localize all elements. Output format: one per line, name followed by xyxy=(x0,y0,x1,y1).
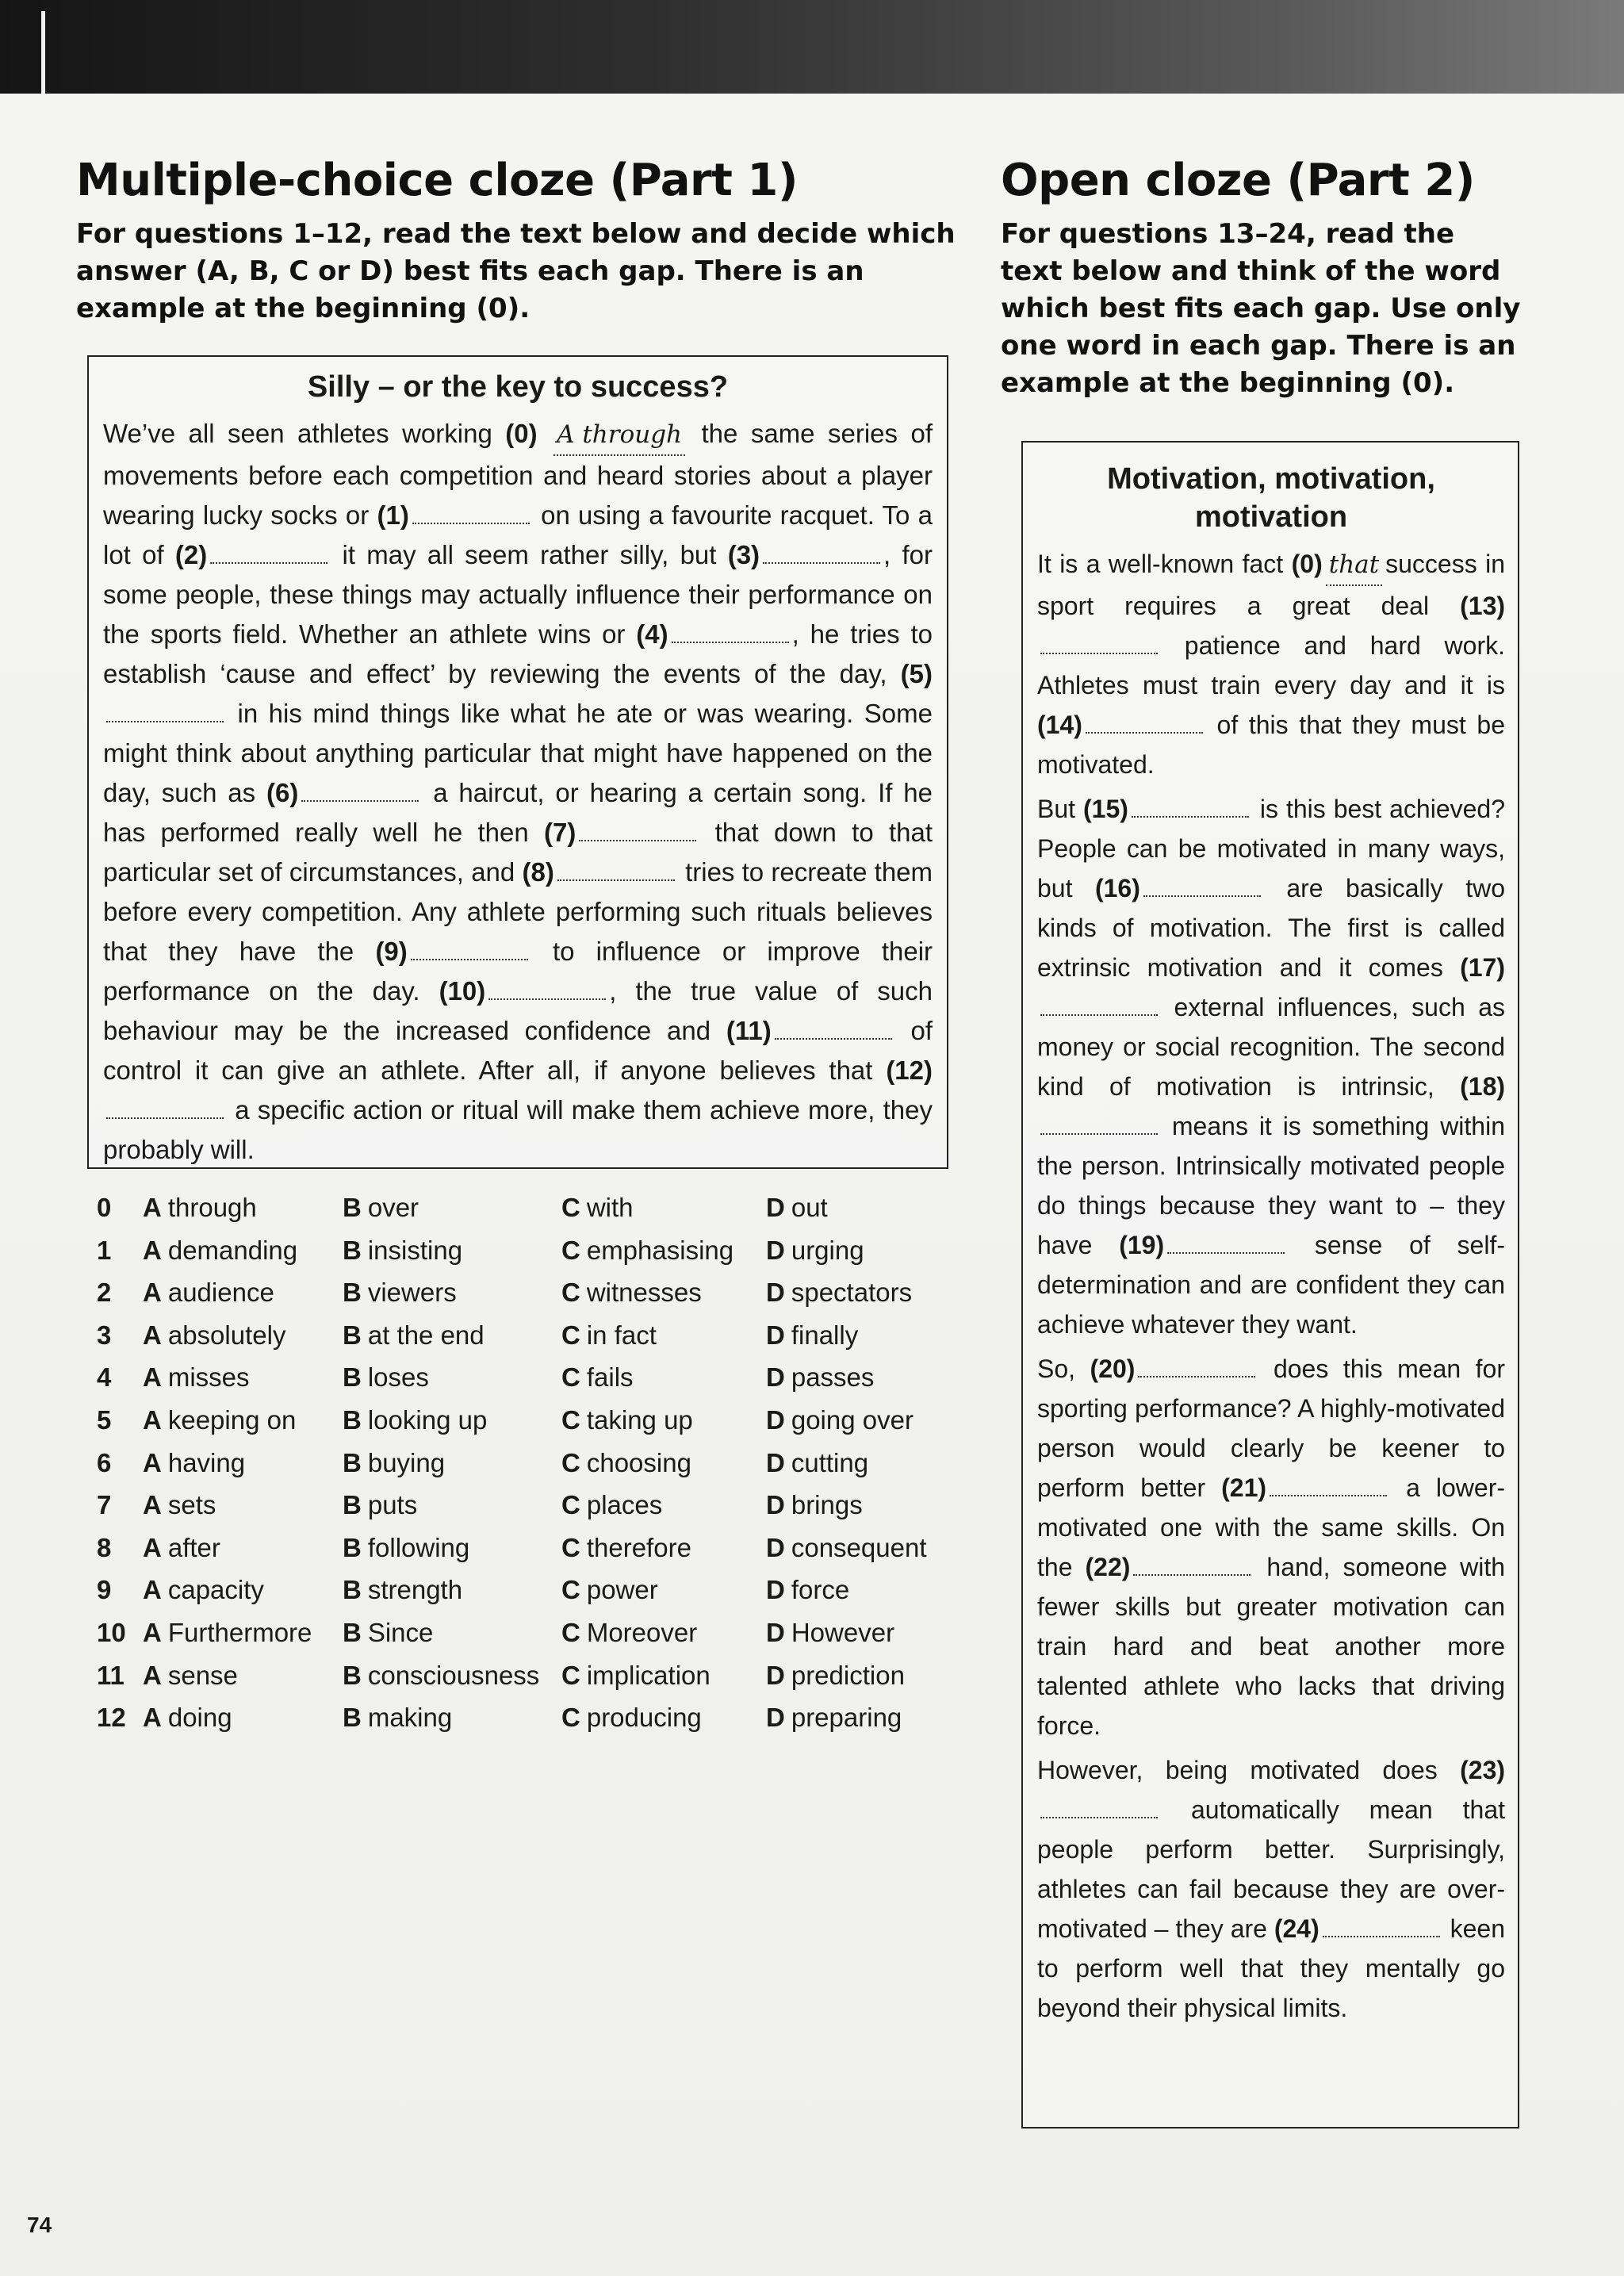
text: to influence or improve their performance on the day. xyxy=(103,937,933,1006)
option-row xyxy=(97,1400,953,1443)
option-b[interactable] xyxy=(343,1236,462,1266)
option-text: through xyxy=(167,1193,257,1222)
answer-gap-15[interactable] xyxy=(1132,795,1249,818)
question-number: 5 xyxy=(97,1404,112,1435)
text: tries to recreate them before every competition. Any athlete performing such rituals believes that they have the xyxy=(103,857,933,966)
option-a[interactable] xyxy=(143,1448,245,1478)
option-text: fails xyxy=(586,1362,634,1393)
text: of control it can give an athlete. After all, if anyone believes that xyxy=(103,1016,933,1085)
option-row xyxy=(97,1358,953,1400)
option-letter: B xyxy=(343,1447,362,1477)
question-number: 6 xyxy=(97,1447,112,1477)
text: a haircut, or hearing a certain song. If he has performed really well he then xyxy=(103,778,933,847)
option-letter: C xyxy=(561,1660,580,1690)
gap-number: (9) xyxy=(375,937,408,966)
option-text: producing xyxy=(586,1703,702,1733)
part2-passage-title: Motivation, motivation, motivation xyxy=(1107,462,1435,534)
answer-gap-4[interactable] xyxy=(672,621,789,643)
option-text: viewers xyxy=(367,1278,457,1308)
option-letter: B xyxy=(343,1490,362,1520)
option-letter: C xyxy=(561,1490,580,1520)
option-text: following xyxy=(367,1532,470,1562)
option-row xyxy=(97,1698,953,1741)
answer-gap-17[interactable] xyxy=(1040,994,1158,1016)
text: We’ve all seen athletes working xyxy=(103,419,492,448)
option-text: out xyxy=(791,1193,828,1222)
option-letter: A xyxy=(143,1532,162,1562)
option-d[interactable] xyxy=(766,1618,894,1648)
option-a[interactable] xyxy=(143,1236,297,1266)
option-d[interactable] xyxy=(766,1278,912,1308)
option-c[interactable] xyxy=(561,1490,662,1520)
text: are basically two kinds of motivation. The first is called extrinsic motivation and it comes xyxy=(1037,874,1506,982)
option-b[interactable] xyxy=(343,1193,419,1223)
option-b[interactable] xyxy=(343,1320,485,1351)
text: a specific action or ritual will make them achieve more, they probably will. xyxy=(103,1095,933,1164)
part2-passage xyxy=(1037,544,1505,2028)
option-a[interactable] xyxy=(143,1618,312,1648)
gap-number: (0) xyxy=(1291,550,1323,578)
option-row xyxy=(97,1231,953,1274)
option-row xyxy=(97,1485,953,1528)
header-rule xyxy=(41,11,45,94)
option-letter: C xyxy=(561,1235,580,1265)
option-text: brings xyxy=(791,1490,863,1520)
option-a[interactable] xyxy=(143,1362,250,1393)
option-letter: D xyxy=(766,1235,785,1265)
option-text: puts xyxy=(367,1490,418,1520)
gap-number: (0) xyxy=(505,419,538,448)
text: on using a favourite racquet. To a lot of xyxy=(103,500,933,569)
option-text: with xyxy=(586,1193,634,1222)
gap-number: (8) xyxy=(522,857,554,887)
option-letter: A xyxy=(143,1447,162,1477)
option-letter: D xyxy=(766,1193,785,1222)
option-text: audience xyxy=(167,1278,274,1308)
option-d[interactable] xyxy=(766,1236,864,1266)
option-text: Furthermore xyxy=(167,1617,312,1647)
option-letter: B xyxy=(343,1404,362,1435)
option-b[interactable] xyxy=(343,1575,462,1605)
option-d[interactable] xyxy=(766,1703,902,1733)
option-d[interactable] xyxy=(766,1575,849,1605)
option-text: after xyxy=(167,1532,220,1562)
answer-gap-14[interactable] xyxy=(1086,711,1203,734)
option-a[interactable] xyxy=(143,1193,257,1223)
option-d[interactable] xyxy=(766,1533,926,1563)
text: a lower-motivated one with the same skills. On the xyxy=(1037,1473,1506,1581)
option-text: keeping on xyxy=(167,1404,297,1435)
option-c[interactable] xyxy=(561,1236,733,1266)
answer-gap-20[interactable] xyxy=(1138,1355,1255,1377)
option-d[interactable] xyxy=(766,1193,828,1223)
option-row xyxy=(97,1443,953,1486)
option-d[interactable] xyxy=(766,1661,905,1691)
option-letter: A xyxy=(143,1320,162,1350)
gap-number: (2) xyxy=(174,540,208,569)
option-text: demanding xyxy=(167,1235,298,1265)
gap-number: (3) xyxy=(727,540,760,569)
option-letter: A xyxy=(143,1660,162,1690)
option-letter: B xyxy=(343,1703,362,1733)
option-text: finally xyxy=(791,1320,859,1350)
part1-instructions: For questions 1–12, read the text below and decide which answer (A, B, C or D) best fits each gap. There is an example at the beginning (0). xyxy=(76,218,956,324)
option-letter: D xyxy=(766,1660,785,1690)
option-letter: C xyxy=(561,1193,580,1222)
question-number: 11 xyxy=(97,1660,124,1690)
answer-gap-21[interactable] xyxy=(1270,1474,1387,1496)
option-text: witnesses xyxy=(586,1278,702,1308)
option-c[interactable] xyxy=(561,1278,702,1308)
gap-number: (7) xyxy=(544,818,576,847)
gap-number: (10) xyxy=(439,976,486,1006)
question-number: 9 xyxy=(97,1575,112,1605)
gap-number: (21) xyxy=(1221,1473,1267,1502)
option-letter: A xyxy=(143,1193,162,1222)
option-letter: C xyxy=(561,1404,580,1435)
option-c[interactable] xyxy=(561,1618,697,1648)
answer-gap-23[interactable] xyxy=(1040,1796,1158,1818)
option-d[interactable] xyxy=(766,1448,868,1478)
answer-gap-11[interactable] xyxy=(775,1017,892,1040)
answer-gap-24[interactable] xyxy=(1323,1915,1440,1937)
answer-options-table xyxy=(97,1188,953,1741)
gap-number: (23) xyxy=(1460,1756,1506,1784)
option-c[interactable] xyxy=(561,1661,710,1691)
part2-header xyxy=(1001,155,1524,402)
answer-gap-16[interactable] xyxy=(1143,875,1261,897)
option-letter: D xyxy=(766,1362,785,1393)
option-c[interactable] xyxy=(561,1703,702,1733)
text: it may all seem rather silly, but xyxy=(342,540,717,569)
option-letter: B xyxy=(343,1617,362,1647)
option-text: However xyxy=(791,1617,895,1647)
option-text: cutting xyxy=(791,1447,869,1477)
option-text: at the end xyxy=(367,1320,485,1350)
option-letter: B xyxy=(343,1235,362,1265)
text: of this that they must be motivated. xyxy=(1037,711,1506,779)
text: means it is something within the person. Intrinsically motivated people do things because they want to – they have xyxy=(1037,1112,1506,1259)
answer-gap-6[interactable] xyxy=(301,780,419,802)
option-b[interactable] xyxy=(343,1362,429,1393)
gap-number: (15) xyxy=(1083,795,1128,823)
option-text: places xyxy=(586,1490,663,1520)
gap-number: (1) xyxy=(377,500,409,530)
option-text: implication xyxy=(586,1660,710,1690)
option-letter: D xyxy=(766,1575,785,1605)
answer-gap-1[interactable] xyxy=(412,502,530,524)
answer-gap-7[interactable] xyxy=(579,819,696,841)
option-letter: D xyxy=(766,1490,785,1520)
option-letter: D xyxy=(766,1447,785,1477)
option-text: spectators xyxy=(791,1278,913,1308)
option-text: going over xyxy=(791,1404,914,1435)
option-letter: D xyxy=(766,1703,785,1733)
text: that down to that particular set of circumstances, and xyxy=(103,818,933,887)
option-c[interactable] xyxy=(561,1448,691,1478)
text: , the true value of such behaviour may be the increased confidence and xyxy=(103,976,933,1045)
option-letter: B xyxy=(343,1532,362,1562)
option-text: loses xyxy=(367,1362,429,1393)
question-number: 1 xyxy=(97,1235,112,1265)
option-letter: A xyxy=(143,1575,162,1605)
option-text: Since xyxy=(367,1617,434,1647)
option-letter: B xyxy=(343,1575,362,1605)
example-answer: that xyxy=(1326,545,1382,586)
part2-text-box xyxy=(1021,441,1519,2128)
option-row xyxy=(97,1613,953,1656)
option-letter: C xyxy=(561,1575,580,1605)
option-row xyxy=(97,1570,953,1613)
gap-number: (17) xyxy=(1460,953,1505,982)
answer-gap-3[interactable] xyxy=(763,542,880,564)
option-letter: C xyxy=(561,1617,580,1647)
text: , for some people, these things may actually influence their performance on the sports field. Whether an athlete wins or xyxy=(103,540,933,649)
option-letter: D xyxy=(766,1404,785,1435)
question-number: 0 xyxy=(97,1193,112,1222)
gap-number: (11) xyxy=(726,1016,772,1045)
option-c[interactable] xyxy=(561,1362,634,1393)
option-c[interactable] xyxy=(561,1575,658,1605)
text: So, xyxy=(1037,1354,1076,1383)
answer-gap-18[interactable] xyxy=(1040,1113,1158,1135)
option-c[interactable] xyxy=(561,1320,657,1351)
question-number: 3 xyxy=(97,1320,112,1350)
option-text: in fact xyxy=(586,1320,657,1350)
option-a[interactable] xyxy=(143,1490,216,1520)
option-a[interactable] xyxy=(143,1278,274,1308)
text: hand, someone with fewer skills but greater motivation can train hard and beat another more talented athlete who lacks that driving force. xyxy=(1037,1553,1506,1740)
text: patience and hard work. Athletes must train every day and it is xyxy=(1037,631,1505,699)
answer-gap-2[interactable] xyxy=(210,542,327,564)
option-b[interactable] xyxy=(343,1448,445,1478)
option-letter: C xyxy=(561,1320,580,1350)
option-text: buying xyxy=(367,1447,446,1477)
text: the same series of movements before each competition and heard stories about a player wearing lucky socks or xyxy=(103,419,933,530)
option-letter: C xyxy=(561,1278,580,1308)
option-a[interactable] xyxy=(143,1661,238,1691)
text: external influences, such as money or social recognition. The second kind of motivation is intrinsic, xyxy=(1037,993,1506,1101)
option-text: force xyxy=(791,1575,850,1605)
option-letter: A xyxy=(143,1362,162,1393)
page-header-band xyxy=(0,0,1624,94)
answer-gap-19[interactable] xyxy=(1167,1232,1285,1254)
gap-number: (24) xyxy=(1274,1914,1320,1943)
option-text: misses xyxy=(167,1362,250,1393)
answer-gap-5[interactable] xyxy=(106,700,224,722)
option-letter: C xyxy=(561,1447,580,1477)
option-text: having xyxy=(167,1447,246,1477)
text: does this mean for sporting performance? A highly-motivated person would clearly be keener to perform better xyxy=(1037,1354,1506,1502)
answer-gap-10[interactable] xyxy=(488,978,606,1000)
option-b[interactable] xyxy=(343,1661,539,1691)
gap-number: (22) xyxy=(1085,1553,1131,1581)
option-a[interactable] xyxy=(143,1320,285,1351)
option-letter: D xyxy=(766,1532,785,1562)
text: keen to perform well that they mentally go beyond their physical limits. xyxy=(1037,1914,1506,2022)
question-number: 8 xyxy=(97,1532,112,1562)
option-b[interactable] xyxy=(343,1490,417,1520)
option-b[interactable] xyxy=(343,1533,469,1563)
part1-text-box xyxy=(87,355,948,1169)
text: is this best achieved? People can be motivated in many ways, but xyxy=(1037,795,1506,902)
option-b[interactable] xyxy=(343,1405,487,1435)
option-text: preparing xyxy=(791,1703,902,1733)
option-row xyxy=(97,1316,953,1358)
option-text: Moreover xyxy=(586,1617,698,1647)
answer-gap-22[interactable] xyxy=(1133,1554,1251,1576)
option-text: over xyxy=(367,1193,419,1222)
text: It is a well-known fact xyxy=(1037,550,1284,578)
option-a[interactable] xyxy=(143,1575,264,1605)
option-letter: B xyxy=(343,1278,362,1308)
option-letter: D xyxy=(766,1278,785,1308)
gap-number: (6) xyxy=(266,778,299,807)
option-text: doing xyxy=(167,1703,232,1733)
option-letter: D xyxy=(766,1617,785,1647)
option-b[interactable] xyxy=(343,1278,457,1308)
option-letter: C xyxy=(561,1703,580,1733)
option-text: therefore xyxy=(586,1532,691,1562)
option-text: insisting xyxy=(367,1235,463,1265)
option-text: choosing xyxy=(586,1447,691,1477)
option-text: strength xyxy=(367,1575,463,1605)
option-letter: A xyxy=(143,1490,162,1520)
option-letter: B xyxy=(343,1660,362,1690)
part1-passage xyxy=(103,414,933,1170)
option-text: prediction xyxy=(791,1660,905,1690)
answer-gap-8[interactable] xyxy=(557,859,675,881)
option-d[interactable] xyxy=(766,1362,874,1393)
option-a[interactable] xyxy=(143,1533,220,1563)
option-text: consciousness xyxy=(367,1660,540,1690)
answer-gap-13[interactable] xyxy=(1040,632,1158,654)
option-d[interactable] xyxy=(766,1320,858,1351)
question-number: 7 xyxy=(97,1490,112,1520)
gap-number: (19) xyxy=(1119,1231,1165,1259)
option-letter: B xyxy=(343,1193,362,1222)
gap-number: (13) xyxy=(1460,592,1506,620)
example-answer: A through xyxy=(553,415,685,456)
gap-number: (18) xyxy=(1460,1072,1506,1101)
option-letter: A xyxy=(143,1617,162,1647)
text: However, being motivated does xyxy=(1037,1756,1438,1784)
question-number: 10 xyxy=(97,1617,126,1647)
option-text: absolutely xyxy=(167,1320,286,1350)
text: But xyxy=(1037,795,1076,823)
question-number: 4 xyxy=(97,1362,112,1393)
option-text: making xyxy=(367,1703,453,1733)
part1-passage-title: Silly – or the key to success? xyxy=(307,370,729,404)
option-text: urging xyxy=(791,1235,864,1265)
option-letter: A xyxy=(143,1404,162,1435)
option-text: capacity xyxy=(167,1575,264,1605)
option-text: passes xyxy=(791,1362,875,1393)
answer-gap-12[interactable] xyxy=(106,1097,224,1119)
part2-instructions: For questions 13–24, read the text below and think of the word which best fits each gap. Use only one word in each gap. There is an example at the beginning (0). xyxy=(1001,218,1521,399)
gap-number: (16) xyxy=(1094,874,1140,902)
option-row xyxy=(97,1188,953,1231)
option-text: sets xyxy=(167,1490,216,1520)
text: in his mind things like what he ate or was wearing. Some might think about anything particular that might have happened on the day, such as xyxy=(103,699,933,807)
option-text: taking up xyxy=(586,1404,693,1435)
option-row xyxy=(97,1528,953,1571)
option-letter: B xyxy=(343,1362,362,1393)
page-number: 74 xyxy=(27,2213,52,2237)
option-text: sense xyxy=(167,1660,238,1690)
text: automatically mean that people perform better. Surprisingly, athletes can fail because they are over-motivated – they are xyxy=(1037,1795,1506,1943)
option-text: consequent xyxy=(791,1532,927,1562)
option-text: looking up xyxy=(367,1404,488,1435)
option-letter: C xyxy=(561,1532,580,1562)
option-letter: D xyxy=(766,1320,785,1350)
gap-number: (5) xyxy=(900,659,933,688)
option-letter: A xyxy=(143,1703,162,1733)
option-b[interactable] xyxy=(343,1703,452,1733)
answer-gap-9[interactable] xyxy=(411,938,528,960)
text: , he tries to establish ‘cause and effect’ by reviewing the events of the day, xyxy=(103,619,933,688)
option-d[interactable] xyxy=(766,1405,914,1435)
option-letter: C xyxy=(561,1362,580,1393)
option-b[interactable] xyxy=(343,1618,433,1648)
gap-number: (4) xyxy=(636,619,668,649)
part2-heading: Open cloze (Part 2) xyxy=(1001,155,1475,206)
option-row xyxy=(97,1273,953,1316)
part1-heading: Multiple-choice cloze (Part 1) xyxy=(76,155,798,206)
option-c[interactable] xyxy=(561,1533,691,1563)
text: sense of self-determination and are confident they can achieve whatever they want. xyxy=(1037,1231,1506,1339)
part1-header xyxy=(76,155,956,328)
option-a[interactable] xyxy=(143,1405,296,1435)
gap-number: (12) xyxy=(886,1056,933,1085)
option-d[interactable] xyxy=(766,1490,863,1520)
gap-number: (14) xyxy=(1037,711,1082,739)
option-text: emphasising xyxy=(586,1235,734,1265)
option-c[interactable] xyxy=(561,1193,634,1223)
option-row xyxy=(97,1656,953,1699)
option-letter: A xyxy=(143,1235,162,1265)
gap-number: (20) xyxy=(1090,1354,1136,1383)
question-number: 12 xyxy=(97,1703,126,1733)
option-c[interactable] xyxy=(561,1405,693,1435)
option-letter: B xyxy=(343,1320,362,1350)
text: success in sport requires a great deal xyxy=(1037,550,1506,620)
option-a[interactable] xyxy=(143,1703,232,1733)
option-letter: A xyxy=(143,1278,162,1308)
option-text: power xyxy=(586,1575,658,1605)
question-number: 2 xyxy=(97,1278,112,1308)
